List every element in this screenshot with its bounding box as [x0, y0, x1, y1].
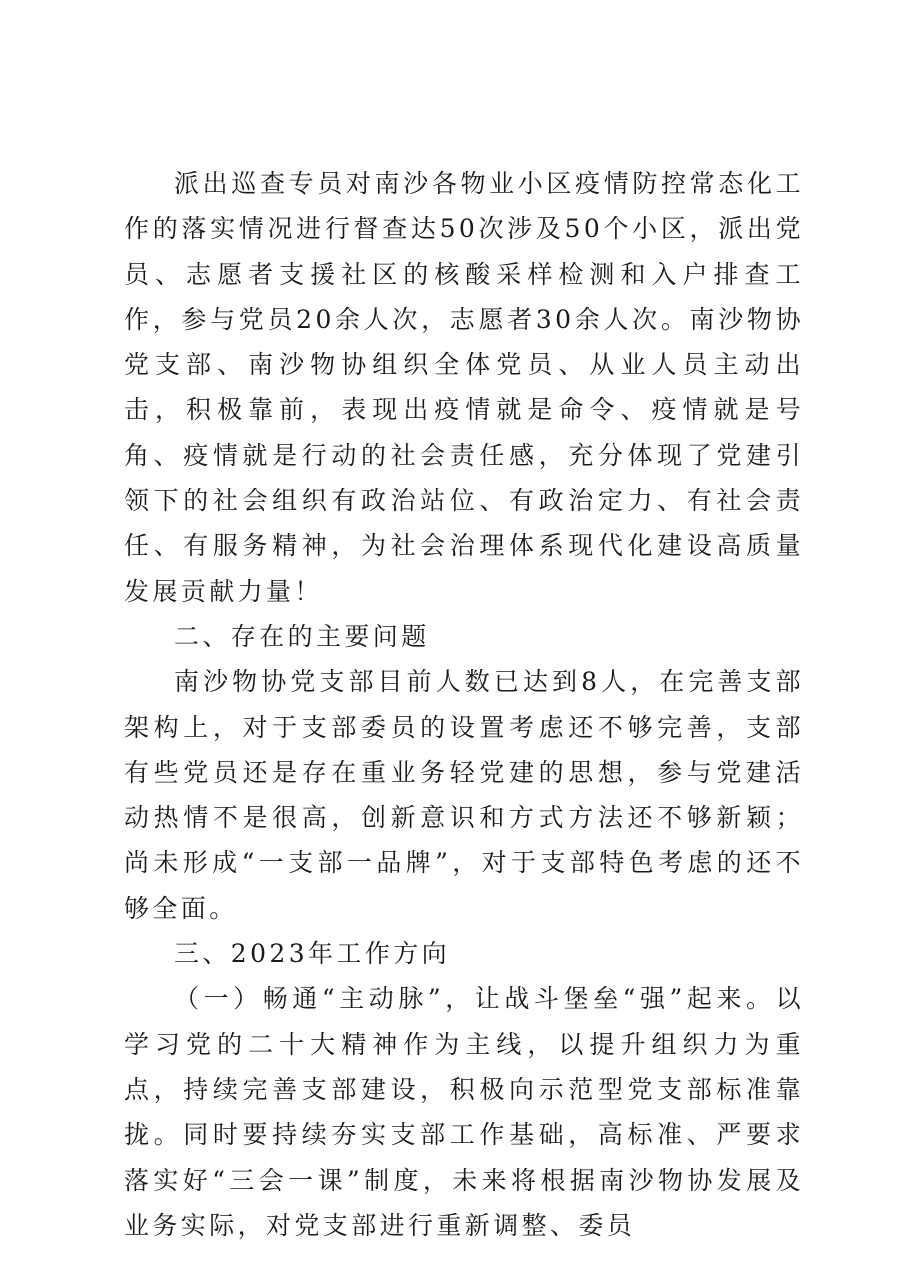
body-paragraph: 南沙物协党支部目前人数已达到8人，在完善支部架构上，对于支部委员的设置考虑还不够完善，支部有些党员还是存在重业务轻党建的思想，参与党建活动热情不是很高，创新意识和方式方法还不够新颖；尚未形成“一支部一品牌”，对于支部特色考虑的还不够全面。 [124, 667, 804, 923]
section-heading: 二、存在的主要问题 [174, 621, 430, 651]
body-paragraph: 派出巡查专员对南沙各物业小区疫情防控常态化工作的落实情况进行督查达50次涉及50个小区，派出党员、志愿者支援社区的核酸采样检测和入户排查工作，参与党员20余人次，志愿者30余人次。南沙物协党支部、南沙物协组织全体党员、从业人员主动出击，积极靠前，表现出疫情就是命令、疫情就是号角、疫情就是行动的社会责任感，充分体现了党建引领下的社会组织有政治站位、有政治定力、有社会责任、有服务精神，为社会治理体系现代化建设高质量发展贡献力量！ [124, 169, 804, 606]
document-body [124, 161, 804, 1248]
section-heading: 三、2023年工作方向 [174, 939, 451, 969]
body-paragraph: （一）畅通“主动脉”，让战斗堡垒“强”起来。以学习党的二十大精神作为主线，以提升组织力为重点，持续完善支部建设，积极向示范型党支部标准靠拢。同时要持续夯实支部工作基础，高标准、严要求落实好“三会一课”制度，未来将根据南沙物协发展及业务实际，对党支部进行重新调整、委员 [124, 984, 804, 1240]
